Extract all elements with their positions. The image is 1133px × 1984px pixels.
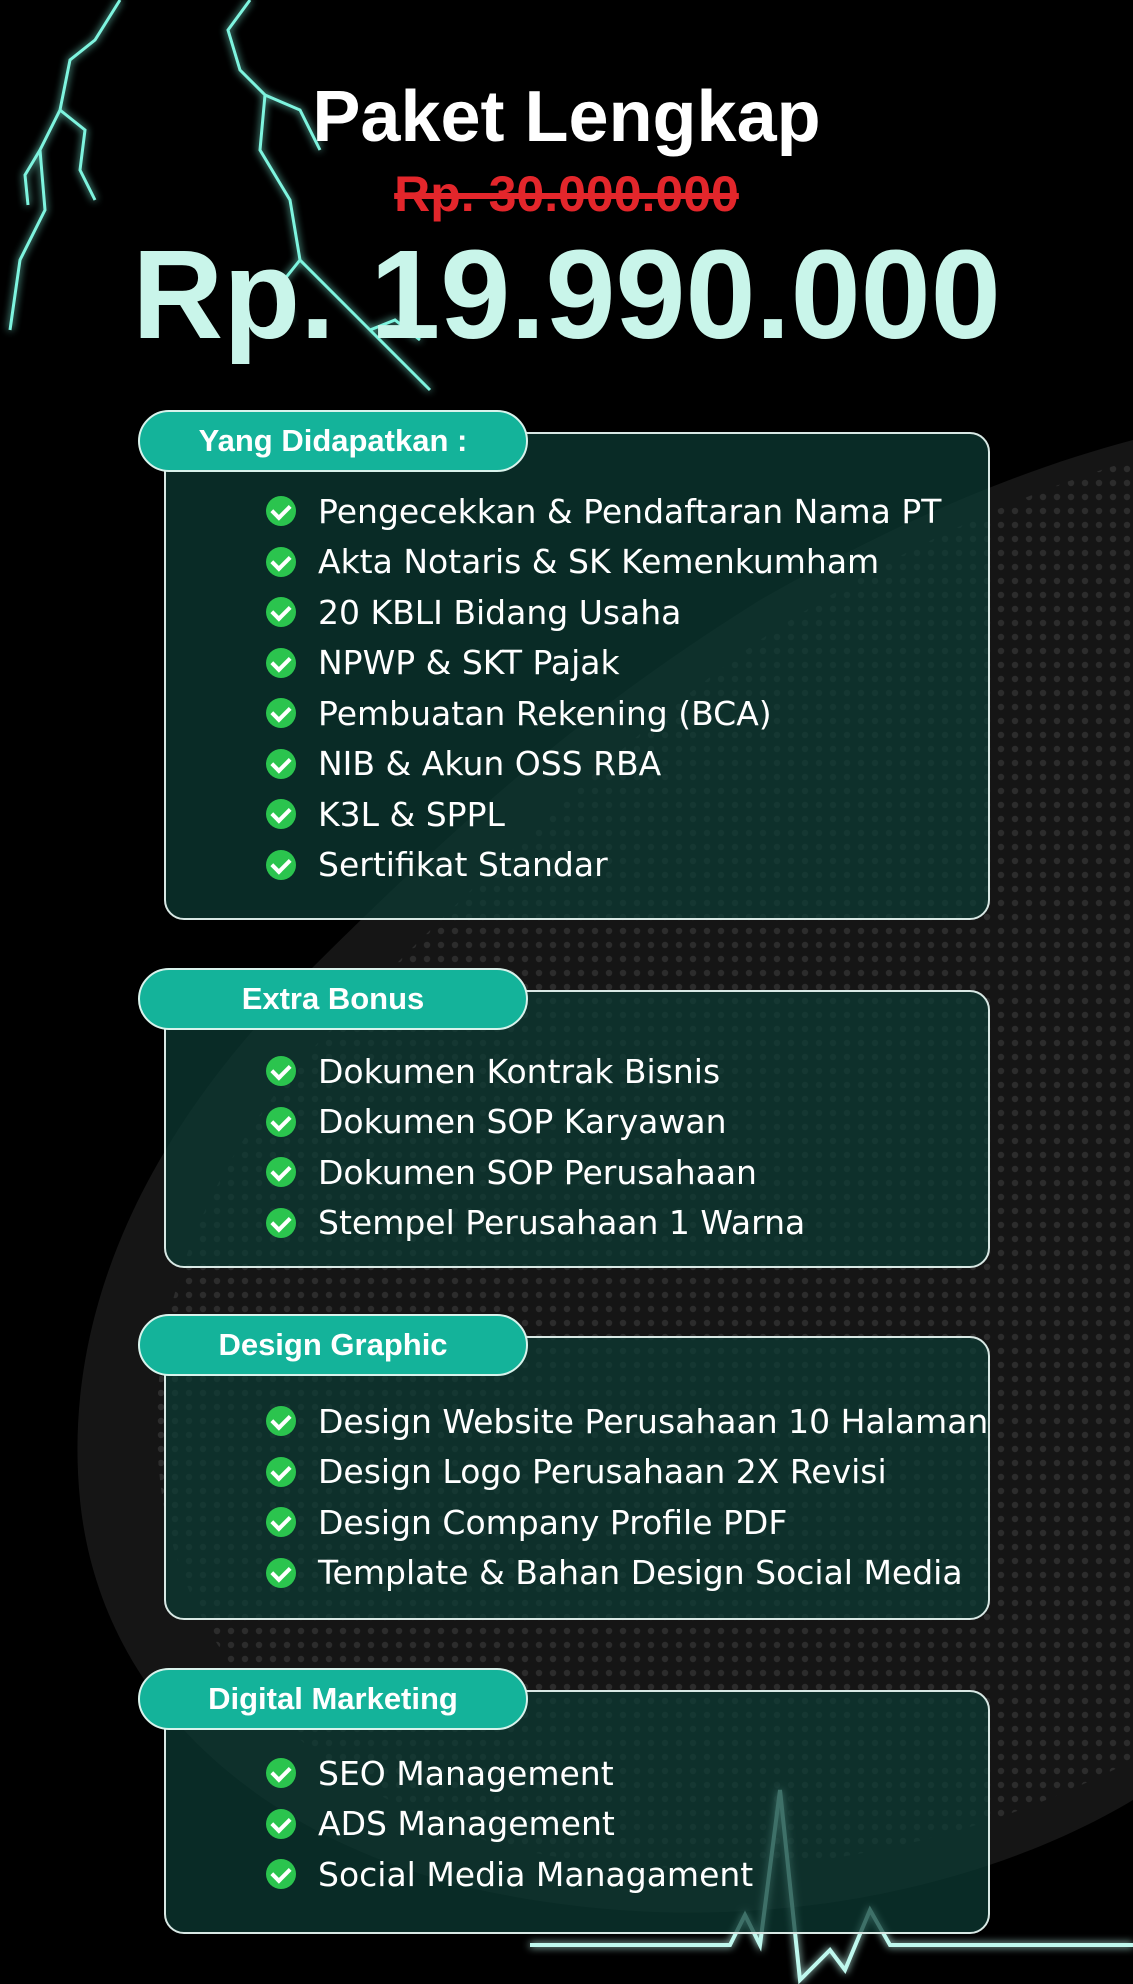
section-extra-bonus <box>138 968 990 1268</box>
item-label: Stempel Perusahaan 1 Warna <box>318 1203 806 1243</box>
item-label: Template & Bahan Design Social Media <box>318 1553 963 1593</box>
check-icon <box>266 749 296 779</box>
check-icon <box>266 1107 296 1137</box>
list-item <box>266 1849 968 1900</box>
check-icon <box>266 1507 296 1537</box>
list-item <box>266 486 968 537</box>
check-icon <box>266 1758 296 1788</box>
item-label: NIB & Akun OSS RBA <box>318 744 662 784</box>
check-icon <box>266 1457 296 1487</box>
check-icon <box>266 496 296 526</box>
new-price: Rp. 19.990.000 <box>132 224 1001 365</box>
list-item <box>266 1147 968 1198</box>
item-label: Pembuatan Rekening (BCA) <box>318 693 772 733</box>
section-yang-didapatkan <box>138 410 990 920</box>
item-label: Sertifikat Standar <box>318 845 608 885</box>
list-item <box>266 537 968 588</box>
check-icon <box>266 1056 296 1086</box>
section-digital-marketing <box>138 1668 990 1934</box>
check-icon <box>266 698 296 728</box>
check-icon <box>266 850 296 880</box>
item-label: Social Media Managament <box>318 1854 754 1894</box>
list-item <box>266 789 968 840</box>
list-item <box>266 638 968 689</box>
section-design-graphic <box>138 1314 990 1620</box>
item-label: Design Website Perusahaan 10 Halaman <box>318 1401 989 1441</box>
list-item <box>266 587 968 638</box>
check-icon <box>266 1859 296 1889</box>
list-item <box>266 1097 968 1148</box>
list-item <box>266 1396 989 1447</box>
list-item <box>266 688 968 739</box>
item-label: Design Logo Perusahaan 2X Revisi <box>318 1452 887 1492</box>
check-icon <box>266 1809 296 1839</box>
list-item <box>266 739 968 790</box>
list-item <box>266 1447 968 1498</box>
item-label: NPWP & SKT Pajak <box>318 643 620 683</box>
list-item <box>266 1198 968 1249</box>
item-label: 20 KBLI Bidang Usaha <box>318 592 682 632</box>
item-label: Design Company Profile PDF <box>318 1502 788 1542</box>
check-icon <box>266 799 296 829</box>
section-tab: Extra Bonus <box>138 968 528 1030</box>
section-tab: Digital Marketing <box>138 1668 528 1730</box>
item-label: Dokumen Kontrak Bisnis <box>318 1051 721 1091</box>
section-card <box>164 1336 990 1620</box>
item-label: Dokumen SOP Karyawan <box>318 1102 727 1142</box>
old-price: Rp. 30.000.000 <box>394 166 739 222</box>
list-item <box>266 1497 968 1548</box>
check-icon <box>266 1558 296 1588</box>
page-title: Paket Lengkap <box>312 77 821 157</box>
item-label: SEO Management <box>318 1753 614 1793</box>
item-label: Pengecekkan & Pendaftaran Nama PT <box>318 491 942 531</box>
section-tab: Design Graphic <box>138 1314 528 1376</box>
item-label: K3L & SPPL <box>318 794 505 834</box>
check-icon <box>266 648 296 678</box>
check-icon <box>266 597 296 627</box>
list-item <box>266 1799 968 1850</box>
item-label: ADS Management <box>318 1804 615 1844</box>
section-card <box>164 990 990 1268</box>
section-tab: Yang Didapatkan : <box>138 410 528 472</box>
list-item <box>266 1548 968 1599</box>
check-icon <box>266 1208 296 1238</box>
check-icon <box>266 1406 296 1436</box>
item-label: Dokumen SOP Perusahaan <box>318 1152 757 1192</box>
item-label: Akta Notaris & SK Kemenkumham <box>318 542 880 582</box>
list-item <box>266 1748 968 1799</box>
check-icon <box>266 1157 296 1187</box>
section-card <box>164 432 990 920</box>
check-icon <box>266 547 296 577</box>
list-item <box>266 840 968 891</box>
list-item <box>266 1046 968 1097</box>
